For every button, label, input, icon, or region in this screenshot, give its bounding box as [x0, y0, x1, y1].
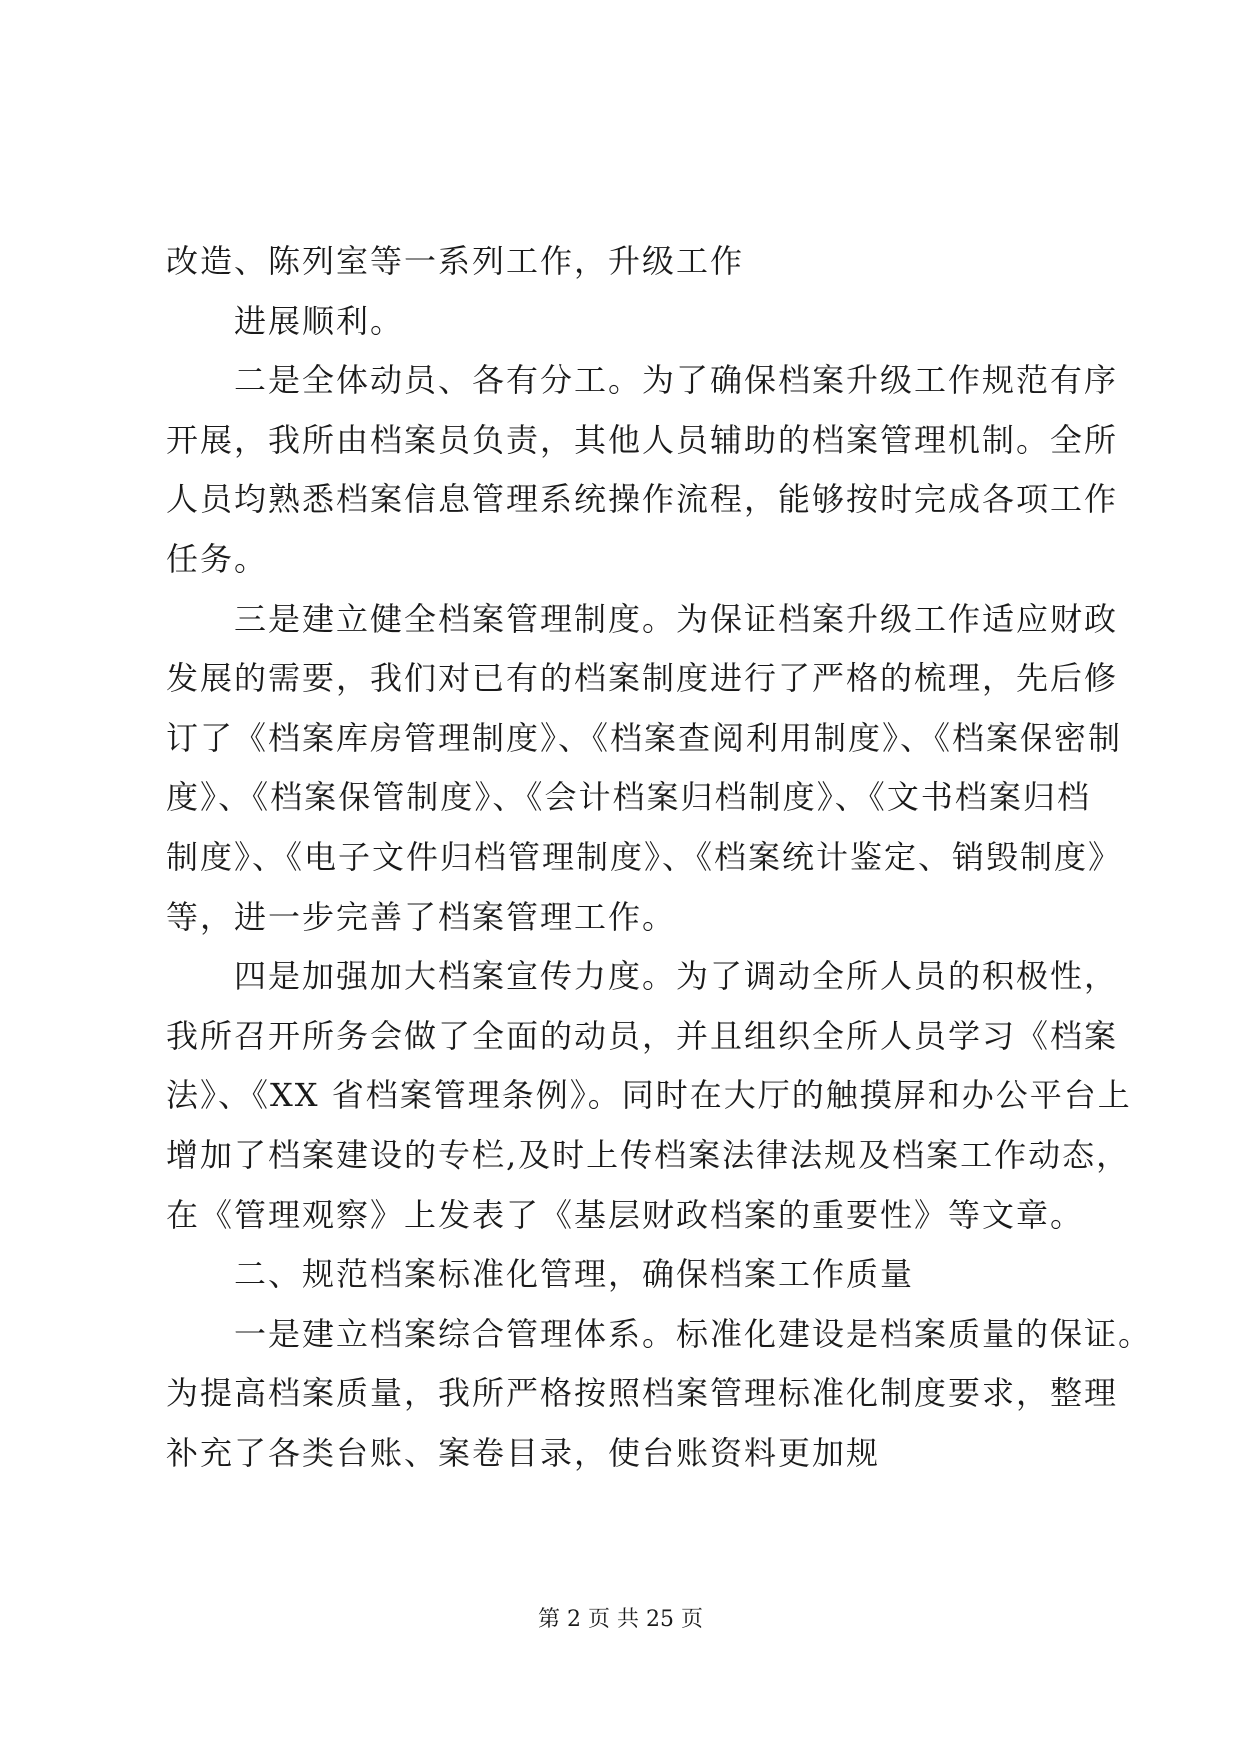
text-line: 法》、《XX 省档案管理条例》。同时在大厅的触摸屏和办公平台上 [166, 1076, 1132, 1115]
text-line: 进展顺利。 [234, 301, 405, 340]
text-line: 改造、陈列室等一系列工作，升级工作 [166, 242, 745, 280]
text-line: 任务。 [166, 539, 269, 578]
text-line: 等，进一步完善了档案管理工作。 [166, 897, 677, 936]
text-line: 为提高档案质量，我所严格按照档案管理标准化制度要求，整理 [166, 1374, 1119, 1413]
text-line: 制度》、《电子文件归档管理制度》、《档案统计鉴定、销毁制度》 [166, 837, 1123, 876]
text-line: 我所召开所务会做了全面的动员，并且组织全所人员学习《档案 [166, 1016, 1119, 1055]
paragraph-start-line: 二是全体动员、各有分工。为了确保档案升级工作规范有序 [234, 361, 1119, 400]
text-line: 补充了各类台账、案卷目录，使台账资料更加规 [166, 1433, 881, 1472]
text-line: 发展的需要，我们对已有的档案制度进行了严格的梳理，先后修 [166, 659, 1119, 698]
document-body [166, 232, 1153, 1483]
paragraph-start-line: 一是建立档案综合管理体系。标准化建设是档案质量的保证。 [234, 1314, 1153, 1353]
text-line: 度》、《档案保管制度》、《会计档案归档制度》、《文书档案归档 [166, 778, 1091, 817]
text-line: 增加了档案建设的专栏,及时上传档案法律法规及档案工作动态， [166, 1135, 1131, 1174]
text-line: 订了《档案库房管理制度》、《档案查阅利用制度》、《档案保密制 [166, 718, 1123, 757]
page-footer [0, 1602, 1241, 1633]
text-line: 人员均熟悉档案信息管理系统操作流程，能够按时完成各项工作 [166, 480, 1119, 519]
page-number-label: 第 2 页 共 25 页 [538, 1607, 703, 1632]
text-line: 在《管理观察》上发表了《基层财政档案的重要性》等文章。 [166, 1195, 1085, 1234]
section-heading: 二、规范档案标准化管理，确保档案工作质量 [234, 1255, 915, 1294]
text-line: 开展，我所由档案员负责，其他人员辅助的档案管理机制。全所 [166, 420, 1119, 459]
paragraph-start-line: 三是建立健全档案管理制度。为保证档案升级工作适应财政 [234, 599, 1119, 638]
paragraph-start-line: 四是加强加大档案宣传力度。为了调动全所人员的积极性， [234, 957, 1119, 996]
